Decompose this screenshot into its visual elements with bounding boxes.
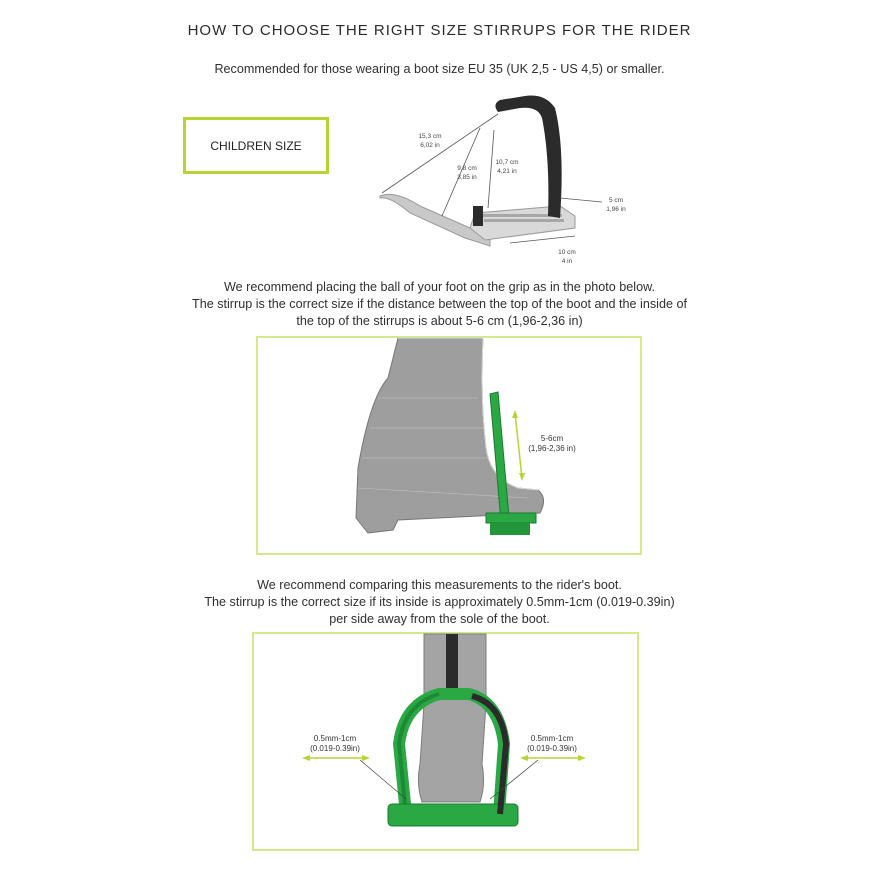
dim-5-label: 5 cm 1,96 in <box>606 197 626 213</box>
dim-9-label: 9,8 cm 3,85 in <box>457 165 477 181</box>
size-label-box <box>183 117 329 174</box>
dim-10-label: 10 cm 4 in <box>558 249 576 265</box>
section1-line1: We recommend placing the ball of your foot on the grip as in the photo below. <box>223 280 656 294</box>
section1-line3: the top of the stirrups is about 5-6 cm (1,96-2,36 in) <box>296 314 583 328</box>
section2-line1: We recommend comparing this measurements to the rider's boot. <box>257 578 622 592</box>
dim-15-label: 15,3 cm 6,02 in <box>418 133 442 149</box>
dim-10-7-label: 10,7 cm 4,21 in <box>495 159 519 175</box>
size-label: CHILDREN SIZE <box>210 138 302 153</box>
section2-line3: per side away from the sole of the boot. <box>329 612 550 626</box>
page-title: HOW TO CHOOSE THE RIGHT SIZE STIRRUPS FOR THE RIDER <box>187 22 692 39</box>
section1-line2: The stirrup is the correct size if the distance between the top of the boot and the inside of <box>192 297 687 311</box>
boot-side-illustration <box>258 338 640 553</box>
section2-line2: The stirrup is the correct size if its inside is approximately 0.5mm-1cm (0.019-0.39in) <box>204 595 675 609</box>
stirrup-product-illustration <box>370 88 610 268</box>
measure-5-6-label: 5-6cm (1,96-2,36 in) <box>528 434 576 453</box>
right-tolerance-label: 0.5mm-1cm (0.019-0.39in) <box>527 734 577 753</box>
subtitle: Recommended for those wearing a boot size EU 35 (UK 2,5 - US 4,5) or smaller. <box>214 62 665 76</box>
left-tolerance-label: 0.5mm-1cm (0.019-0.39in) <box>310 734 360 753</box>
